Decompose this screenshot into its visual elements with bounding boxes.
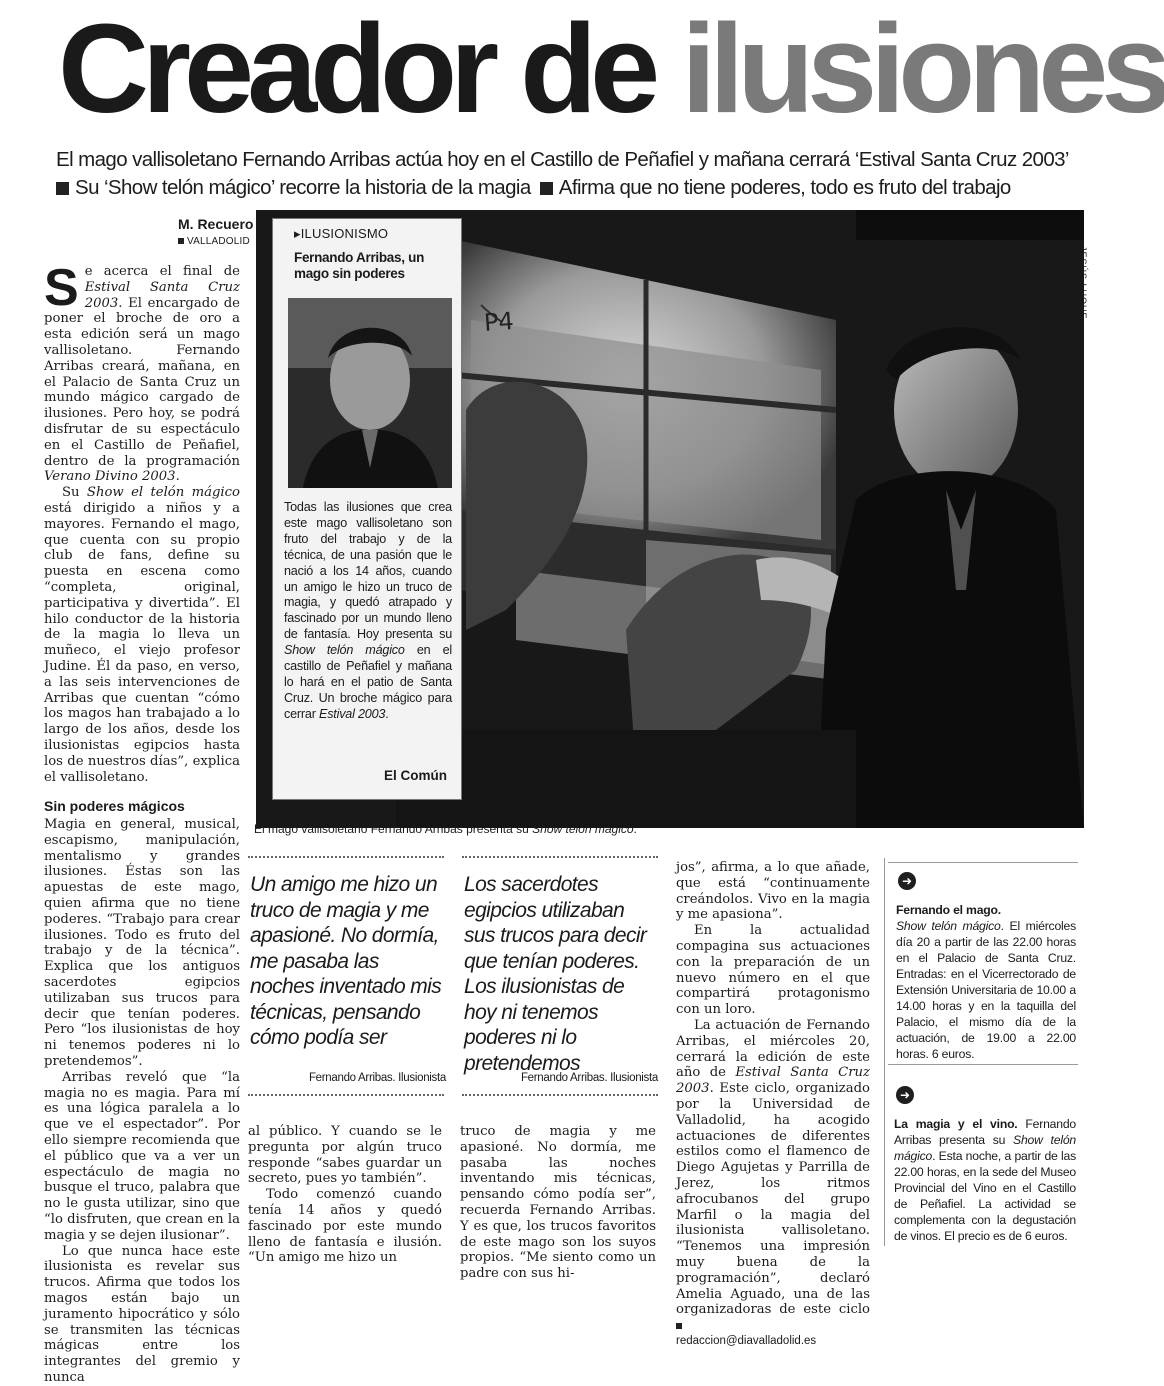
info-box-1-title: Fernando el mago. <box>896 903 1001 917</box>
bullet-square-icon <box>56 182 69 195</box>
quote-rule <box>248 856 444 858</box>
subtitle-point-1: Su ‘Show telón mágico’ recorre la historia de la magia <box>75 176 531 199</box>
paragraph: Se acerca el final de Estival Santa Cruz 2003. El encargado de poner el broche de oro a esta edición será un mago vallisoletano. Fernando Arribas creará, mañana, en el Palacio de Santa Cruz un mundo mágico cargado de ilusiones. Pero hoy, se podrá disfrutar de su espectáculo en el Castillo de Peñafiel, dentro de la programación Verano Divino 2003. <box>44 259 240 485</box>
info-box-2: La magia y el vino. Fernando Arribas presenta su Show telón mágico. Esta noche, a partir de las 22.00 horas, en la sede del Museo Provincial del Vino en el Castillo de Peñafiel. La actividad se complementa con la degustación de vinos. El precio es de 6 euros. <box>894 1117 1076 1243</box>
portrait-image <box>288 298 452 488</box>
pull-quote-2: Los sacerdotes egipcios utilizaban sus trucos para decir que tenían poderes. Los ilusionistas de hoy ni tenemos poderes ni lo pretendemos <box>464 873 647 1075</box>
info-box-1: Fernando el mago. Show telón mágico. El miércoles día 20 a partir de las 22.00 horas en el Palacio de Santa Cruz. Entradas: en el Vicerrectorado de Extensión Universitaria de 10.00 a 14.00 horas y en la taquilla del Palacio, el mismo día de la actuación, de 19.00 a 22.00 horas. 6 euros. <box>896 903 1077 1061</box>
paragraph: Lo que nunca hace este ilusionista es revelar sus trucos. Afirma que todos los magos están bajo un juramento hipocrático y sólo se transmiten las técnicas mágicas entre los integrantes del gremio y nunca <box>44 1243 240 1385</box>
box-rule <box>888 1064 1078 1065</box>
arrow-right-icon: ➜ <box>896 1086 914 1104</box>
pull-quote-1-source: Fernando Arribas. Ilusionista <box>308 1072 446 1084</box>
article-column-3 <box>460 1124 656 1282</box>
handwritten-mark: P4 <box>483 306 515 338</box>
pull-quote-2-source: Fernando Arribas. Ilusionista <box>520 1072 658 1084</box>
headline-grey: ilusiones <box>681 0 1164 139</box>
section-subhead: Sin poderes mágicos <box>44 798 185 815</box>
subtitle <box>56 146 1096 202</box>
headline <box>58 0 1164 139</box>
photo-credit: JESÚS LUQUE <box>1078 246 1088 320</box>
bullet-square-icon <box>178 238 184 244</box>
portrait-photo <box>288 298 452 488</box>
paragraph: truco de magia y me apasioné. No dormía, me pasaba las noches inventando mis técnicas, pensando cómo podía ser”, recuerda Fernando Arribas. Y es que, los trucos favoritos de este mago son los suyos propios. “Me siento como un padre con sus hi- <box>460 1124 656 1282</box>
pull-quote-1: Un amigo me hizo un truco de magia y me apasioné. No dormía, me pasaba las noches inventado mis técnicas, pensando cómo podía ser <box>250 873 442 1049</box>
quote-rule <box>462 856 658 858</box>
byline-place-text: VALLADOLID <box>187 236 250 247</box>
article-column-2 <box>248 1124 442 1266</box>
contact-email: redaccion@diavalladolid.es <box>676 1334 817 1347</box>
sidebar-text: Todas las ilusiones que crea este mago vallisoletano son fruto del trabajo y de la técnica, de una pasión que le nació a los 14 años, cuando un amigo le hizo un truco de magia, y quedó atrapado y fascinado por un mundo lleno de fantasía. Hoy presenta su Show telón mágico en el castillo de Peñafiel y mañana lo hará en el patio de Santa Cruz. Un broche mágico para cerrar Estival 2003. <box>284 500 452 721</box>
paragraph: En la actualidad compagina sus actuaciones con la preparación de un nuevo número en el que compartirá protagonismo con un loro. <box>676 923 870 1018</box>
paragraph: jos”, afirma, a lo que añade, que está “continuamente creándolos. Vivo en la magia y me apasiona”. <box>676 860 870 923</box>
article-column-4 <box>676 860 870 1350</box>
paragraph: Su Show el telón mágico está dirigido a niños y a mayores. Fernando el mago, que cuenta con su propio club de fans, define su puesta en escena como “completa, original, participativa y divertida”. El hilo conductor de la historia de la magia lo lleva un muñeco, el viejo profesor Judine. Él da paso, en verso, a las seis intervenciones de Arribas que cuentan “cómo los magos han trabajado a lo largo de los años, desde los ilusionistas egipcios hasta los de nuestros días”, explica el vallisoletano. <box>44 485 240 785</box>
sidebar-kicker: ▸ILUSIONISMO <box>294 226 389 241</box>
arrow-right-icon: ➜ <box>898 872 916 890</box>
photo-caption: El mago vallisoletano Fernando Arribas presenta su Show telón mágico. <box>254 822 637 836</box>
paragraph: Arribas reveló que “la magia no es magia. Para mí es una lógica paralela a lo que ve el espectador”. Por ello siempre recomienda que el público que va a ver un espectáculo de magia no busque el truco, palabra que no le gusta utilizar, sino que “lo disfruten, que crean en la magia y se dejen ilusionar”. <box>44 1069 240 1243</box>
drop-cap: S <box>44 259 79 317</box>
box-rule <box>888 862 1078 863</box>
subtitle-line-1: El mago vallisoletano Fernando Arribas actúa hoy en el Castillo de Peñafiel y mañana cerrará ‘Estival Santa Cruz 2003’ <box>56 148 1069 171</box>
paragraph: La actuación de Fernando Arribas, el miércoles 20, cerrará la edición de este año de Estival Santa Cruz 2003. Este ciclo, organizado por la Universidad de Valladolid, ha acogido actuaciones de diferentes estilos como el flamenco de Diego Agujetas y Parrilla de Jerez, los ritmos afrocubanos del grupo Marfil o la magia del ilusionista vallisoletano. “Tenemos una impresión muy buena de la programación”, declaró Amelia Aguado, una de las organizadoras de este ciclo <box>676 1018 870 1334</box>
end-mark-icon <box>676 1323 682 1329</box>
quote-rule <box>248 1094 444 1096</box>
paragraph: Todo comenzó cuando tenía 14 años y quedó fascinado por este mundo lleno de fantasía e ilusión. “Un amigo me hizo un <box>248 1187 442 1266</box>
subtitle-line-2 <box>56 174 1096 202</box>
quote-rule <box>462 1094 658 1096</box>
byline-place <box>178 236 250 247</box>
bullet-square-icon <box>540 182 553 195</box>
headline-dark: Creador de <box>58 0 682 139</box>
article-column-1 <box>44 259 240 1386</box>
sidebar-signature: El Común <box>384 768 447 783</box>
column-divider <box>884 858 885 1246</box>
byline-author: M. Recuero <box>178 216 254 232</box>
paragraph: al público. Y cuando se le pregunta por algún truco responde “sabes guardar un secreto, pues yo también”. <box>248 1124 442 1187</box>
sidebar-title: Fernando Arribas, un mago sin poderes <box>294 250 425 281</box>
paragraph: Magia en general, musical, escapismo, manipulación, mentalismo y grandes ilusiones. Éstas son las apuestas de este mago, quien afirma que no tiene poderes. “Trabajo para crear ilusiones. Todo es fruto del trabajo y de la técnica”. Explica que los antiguos sacerdotes egipcios utilizaban sus trucos para decir que tenían poderes. Pero “los ilusionistas de hoy ni tenemos poderes ni lo pretendemos”. <box>44 817 240 1070</box>
info-box-2-title: La magia y el vino. <box>894 1117 1018 1131</box>
subtitle-point-2: Afirma que no tiene poderes, todo es fruto del trabajo <box>558 176 1011 199</box>
